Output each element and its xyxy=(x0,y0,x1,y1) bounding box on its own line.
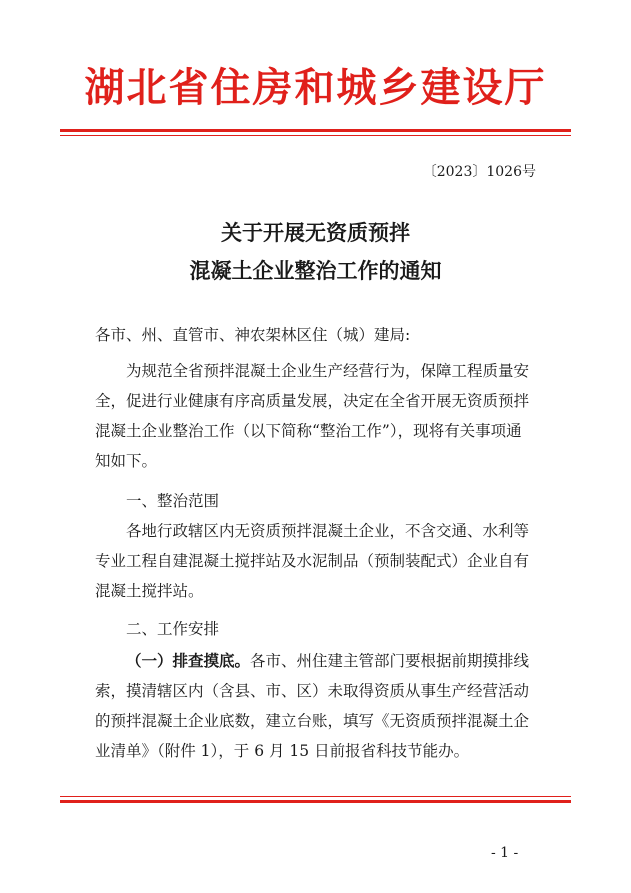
section2-item1-paragraph xyxy=(95,646,536,766)
section1-text: 各地行政辖区内无资质预拌混凝土企业，不含交通、水利等专业工程自建混凝土搅拌站及水泥制品（预制装配式）企业自有混凝土搅拌站。 xyxy=(95,522,530,600)
footer-rule-thick xyxy=(60,800,571,803)
section1-heading: 一、整治范围 xyxy=(126,492,220,510)
page-number: - 1 - xyxy=(491,845,519,861)
document-title-line2: 混凝土企业整治工作的通知 xyxy=(189,258,442,283)
section2-item1 xyxy=(95,646,536,766)
intro-text: 为规范全省预拌混凝土企业生产经营行为，保障工程质量安全，促进行业健康有序高质量发展，决定在全省开展无资质预拌混凝土企业整治工作（以下简称“整治工作”），现将有关事项通知如下。 xyxy=(95,362,530,470)
footer-rule-thin xyxy=(60,796,571,797)
item1-body: 各市、州住建主管部门要根据前期摸排线索，摸清辖区内（含县、市、区）未取得资质从事生产经营活动的预拌混凝土企业底数，建立台账，填写《无资质预拌混凝土企业清单》（附件 1），于 6 月 15 日前报省科技节能办。 xyxy=(95,652,530,760)
item1-label: （一）排查摸底。 xyxy=(126,651,251,670)
section1-paragraph xyxy=(95,516,536,606)
document-number: 〔2023〕1026号 xyxy=(422,164,536,180)
salutation: 各市、州、直管市、神农架林区住（城）建局: xyxy=(95,326,411,344)
header-rule-thick xyxy=(60,129,571,132)
intro-paragraph xyxy=(95,356,536,476)
section2-heading: 二、工作安排 xyxy=(126,620,220,638)
header-rule-thin xyxy=(60,135,571,136)
agency-header: 湖北省住房和城乡建设厅 xyxy=(84,65,547,111)
document-title-line1: 关于开展无资质预拌 xyxy=(221,220,410,245)
